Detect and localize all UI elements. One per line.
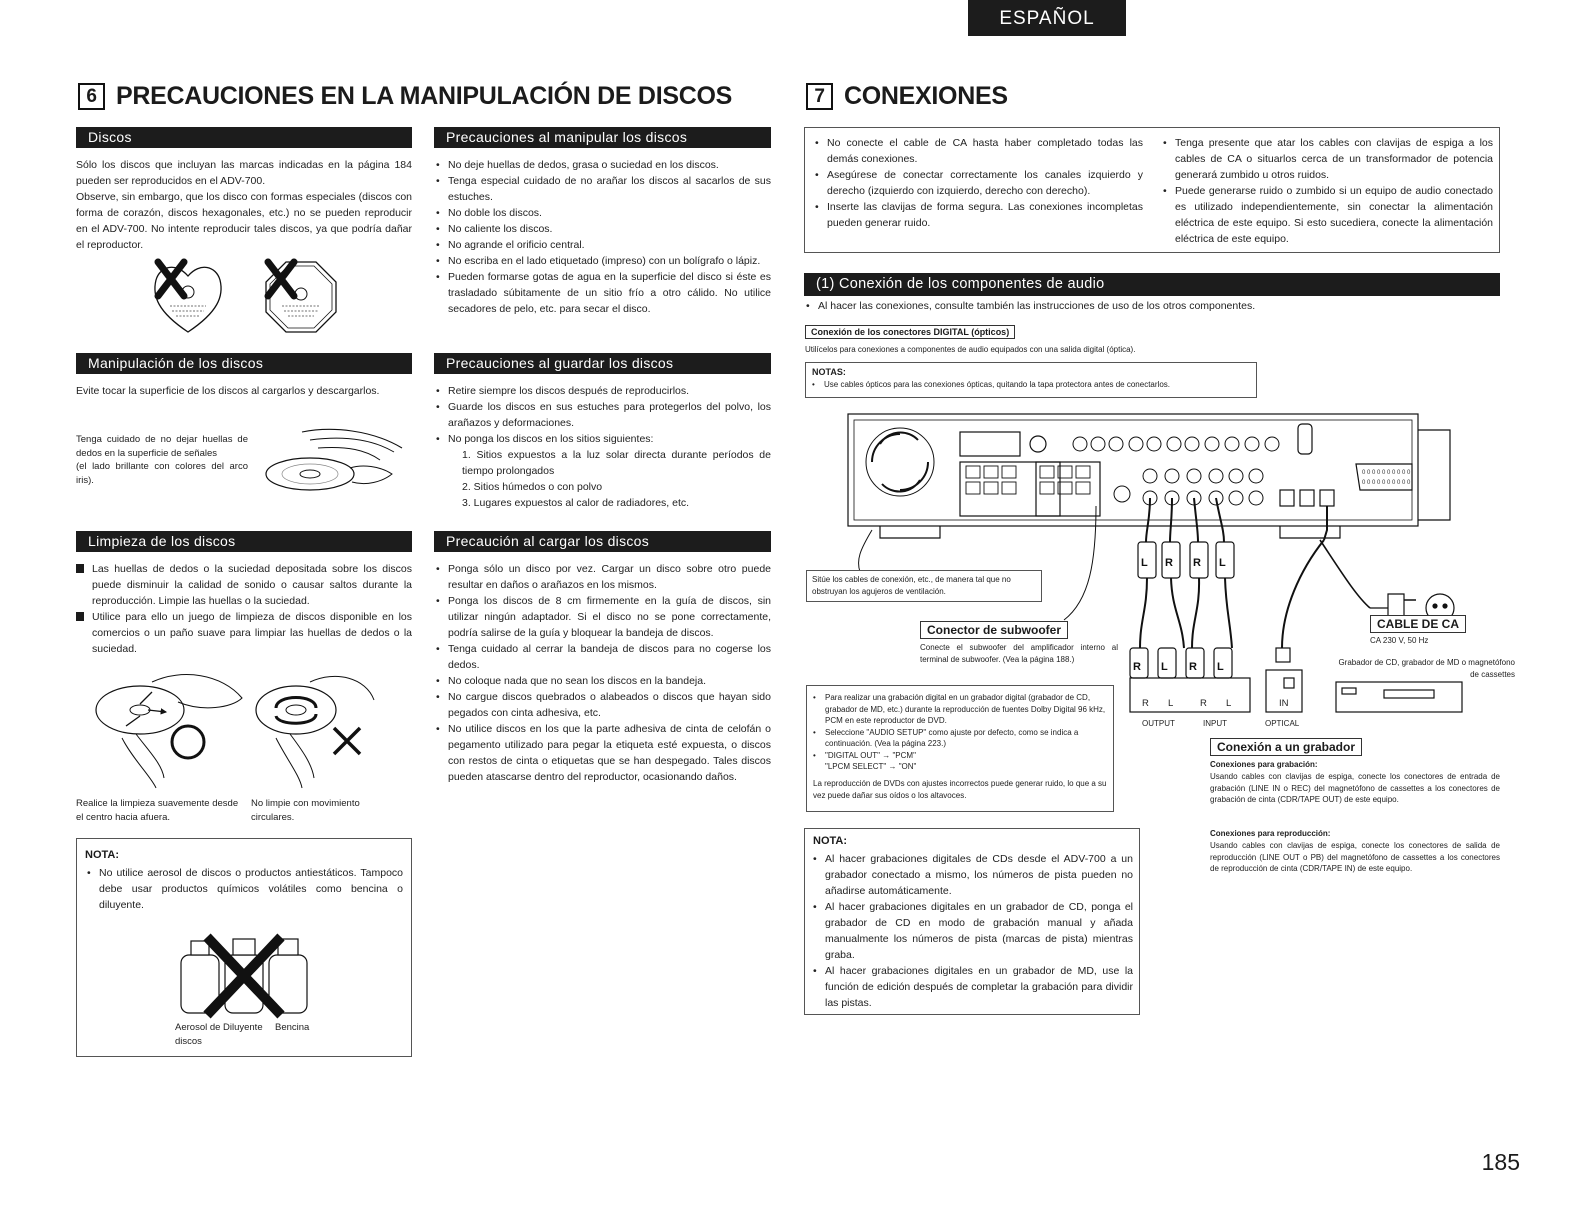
section7-nota-item: • Al hacer grabaciones digitales en un grabador de CD, ponga el grabador de CD en modo de grabación manual y añada manualmente los números de pista (marcas de pista) mientras graba. xyxy=(811,899,1133,963)
hand-holding-disc-illustration xyxy=(262,424,412,498)
manipular-item: • Tenga especial cuidado de no arañar los discos al sacarlos de sus estuches. xyxy=(434,173,771,205)
cleaning-ng-caption: No limpie con movimiento circulares. xyxy=(251,798,360,823)
manipulacion-caption: Tenga cuidado de no dejar huellas de dedos en la superficie de señales (el lado brillante con colores del arco iris). xyxy=(76,434,248,486)
section7-nota-item: • Al hacer grabaciones digitales en un grabador de MD, use la función de edición después de completar la grabación para dividir las pistas. xyxy=(811,963,1133,1011)
svg-text:R: R xyxy=(1193,557,1201,569)
section6-nota-item: • No utilice aerosol de discos o productos antiestáticos. Tampoco debe usar productos químicos volátiles como bencina o diluyente. xyxy=(85,865,403,913)
guardar-item: • No ponga los discos en los sitios siguientes: xyxy=(434,431,771,447)
cargar-item: • No utilice discos en los que la parte adhesiva de cinta de celofán o pegamento utilizado para pegar la etiqueta esté expuesta, o discos con restos de cinta o etiquetas que se han despegado. Tales discos pueden atascarse dentro del reproductor, ocasionando daños. xyxy=(434,721,771,785)
guardar-heading: Precauciones al guardar los discos xyxy=(434,353,771,374)
digital-note-item: • Para realizar una grabación digital en un grabador digital (grabador de CD, grabador de MD, etc.) durante la reproducción de fuentes Dolby Digital 96 kHz, PCM en este reproductor de DVD. xyxy=(811,692,1109,727)
notas-heading: NOTAS: xyxy=(812,367,846,377)
cargar-item: • Ponga sólo un disco por vez. Cargar un disco sobre otro puede resultar en daños o arañazos en los mismos. xyxy=(434,561,771,593)
svg-text:L: L xyxy=(1141,557,1148,569)
section7-nota-item: • Al hacer grabaciones digitales de CDs desde el ADV-700 a un grabador conectado a mismo, los números de pista pueden no añadirse automáticamente. xyxy=(811,851,1133,899)
digital-text: Utilícelos para conexiones a componentes de audio equipados con una salida digital (óptica). xyxy=(805,345,1136,354)
section6-title xyxy=(78,82,732,111)
heart-disc-icon xyxy=(155,262,221,332)
digital-note-item: • Seleccione "AUDIO SETUP" como ajuste por defecto, como se indica a continuación. (Vea la página 223.) xyxy=(811,727,1109,750)
language-tab: ESPAÑOL xyxy=(968,0,1126,36)
grabador-rec-text: Usando cables con clavijas de espiga, conecte los conectores de entrada de grabación (LINE IN o REC) del magnetófono de cassettes a los conectores de grabación de cinta (CDR/TAPE OUT) de este equipo. xyxy=(1210,772,1500,804)
page-number: 185 xyxy=(1481,1149,1520,1175)
odd-shaped-discs-illustration xyxy=(148,256,348,338)
intro-left-item: • No conecte el cable de CA hasta haber completado todas las demás conexiones. xyxy=(813,135,1143,167)
cargar-item: • Ponga los discos de 8 cm firmemente en la guía de discos, sin utilizar ningún adaptador. Si el disco no se pone correctamente, podría salirse de la guía y bloquear la bandeja de discos. xyxy=(434,593,771,641)
conexiones-intro-box xyxy=(804,127,1500,253)
section6-title-text: PRECAUCIONES EN LA MANIPULACIÓN DE DISCOS xyxy=(116,82,732,110)
manipular-item: • No caliente los discos. xyxy=(434,221,771,237)
grabador-play-text: Usando cables con clavijas de espiga, conecte los conectores de salida de reproducción (LINE OUT o PB) del magnetófono de cassettes a los conectores de reproducción de cinta (CDR/TAPE IN) de este equipo. xyxy=(1210,841,1500,873)
digital-note-box xyxy=(806,685,1114,812)
subwoofer-label: Conector de subwoofer xyxy=(920,621,1068,639)
guardar-sub-item: 2. Sitios húmedos o con polvo xyxy=(462,481,603,493)
jack-label-in: IN xyxy=(1279,698,1289,709)
cargar-heading: Precaución al cargar los discos xyxy=(434,531,771,552)
section7-title xyxy=(806,82,1008,111)
section6-nota-heading: NOTA: xyxy=(85,849,120,861)
section7-number: 7 xyxy=(806,83,833,110)
guardar-item: • Retire siempre los discos después de reproducirlos. xyxy=(434,383,771,399)
svg-text:0 0 0 0 0 0 0 0 0 0: 0 0 0 0 0 0 0 0 0 0 xyxy=(1362,480,1411,486)
manipular-item: • No deje huellas de dedos, grasa o suciedad en los discos. xyxy=(434,157,771,173)
discos-heading: Discos xyxy=(76,127,412,148)
bottle-label-aerosol: Aerosol de discos xyxy=(175,1022,221,1047)
svg-text:R: R xyxy=(1189,661,1197,673)
svg-text:L: L xyxy=(1219,557,1226,569)
cleaning-ok-illustration xyxy=(96,675,242,788)
digital-note-item: • "DIGITAL OUT" → "PCM" "LPCM SELECT" → "ON" xyxy=(811,750,1109,773)
bottle-label-bencina: Bencina xyxy=(275,1022,310,1033)
subwoofer-text: Conecte el subwoofer del amplificador interno al terminal de subwoofer. (Vea la página 188.) xyxy=(920,643,1118,664)
section7-title-text: CONEXIONES xyxy=(844,82,1008,110)
intro-right-item: • Tenga presente que atar los cables con clavijas de espiga a los cables de CA o situarlos cerca de un transformador de potencia generará zumbido u otros ruidos. xyxy=(1161,135,1493,183)
manipular-heading: Precauciones al manipular los discos xyxy=(434,127,771,148)
manipulacion-heading: Manipulación de los discos xyxy=(76,353,412,374)
cargar-item: • Tenga cuidado al cerrar la bandeja de discos para no cogerse los dedos. xyxy=(434,641,771,673)
ac-cable-spec: CA 230 V, 50 Hz xyxy=(1370,636,1429,645)
intro-left-item: • Asegúrese de conectar correctamente los canales izquierdo y derecho (izquierdo con izquierdo, derecho con derecho). xyxy=(813,167,1143,199)
octagon-disc-icon xyxy=(266,262,336,332)
manipular-item: • Pueden formarse gotas de agua en la superficie del disco si éste es trasladado súbitamente de un sitio frío a otro cálido. No utilice secadores de pelo, etc. para secar el disco. xyxy=(434,269,771,317)
cleaning-illustration xyxy=(92,668,372,790)
jack-label-optical: OPTICAL xyxy=(1265,719,1300,728)
bottles-illustration xyxy=(177,931,317,1017)
digital-note-tail: La reproducción de DVDs con ajustes incorrectos puede generar ruido, lo que a su vez puede dañar sus oídos o los altavoces. xyxy=(813,779,1107,800)
manipulacion-text: Evite tocar la superficie de los discos al cargarlos y descargarlos. xyxy=(76,385,380,397)
vent-note: Sitúe los cables de conexión, etc., de manera tal que no obstruyan los agujeros de ventilación. xyxy=(806,570,1042,602)
grabador-label: Conexión a un grabador xyxy=(1210,738,1362,756)
limpieza-item: Utilice para ello un juego de limpieza de discos disponible en los comercios o un paño suave para limpiar las huellas de dedos o la suciedad. xyxy=(76,609,412,657)
manipular-item: • No doble los discos. xyxy=(434,205,771,221)
jack-label-l1: L xyxy=(1168,698,1174,709)
manipular-item: • No escriba en el lado etiquetado (impreso) con un bolígrafo o lápiz. xyxy=(434,253,771,269)
audio-heading: (1) Conexión de los componentes de audio xyxy=(804,273,1500,296)
svg-text:R: R xyxy=(1165,557,1173,569)
svg-text:L: L xyxy=(1161,661,1168,673)
section6-number: 6 xyxy=(78,83,105,110)
discos-text: Sólo los discos que incluyan las marcas indicadas en la página 184 pueden ser reproducidos en el ADV-700. Observe, sin embargo, que los disco con formas especiales (discos con forma de corazón, discos hexagonales, etc.) no se pueden reproducir en el ADV-700. No intente reproducir tales discos, ya que podría dañar el reproductor. xyxy=(76,159,412,251)
jack-label-r1: R xyxy=(1142,698,1149,709)
grabador-play-heading: Conexiones para reproducción: xyxy=(1210,829,1331,838)
audio-text: • Al hacer las conexiones, consulte también las instrucciones de uso de los otros componentes. xyxy=(804,298,1500,314)
notas-box xyxy=(805,362,1257,398)
section6-nota-box xyxy=(76,838,412,1057)
cleaning-ng-illustration xyxy=(256,676,374,788)
intro-right-item: • Puede generarse ruido o zumbido si un equipo de audio conectado es utilizado independientemente, sin conectar la alimentación eléctrica de este equipo. Si esto sucediera, conecte la alimentación eléctrica de este equipo. xyxy=(1161,183,1493,247)
jack-label-input: INPUT xyxy=(1203,719,1227,728)
digital-label: Conexión de los conectores DIGITAL (ópticos) xyxy=(805,325,1015,339)
jack-label-r2: R xyxy=(1200,698,1207,709)
ac-cable-label: CABLE DE CA xyxy=(1370,615,1466,633)
guardar-sub-item: 3. Lugares expuestos al calor de radiadores, etc. xyxy=(462,497,690,509)
section7-nota-box xyxy=(804,828,1140,1015)
svg-text:0 0 0 0 0 0 0 0 0 0: 0 0 0 0 0 0 0 0 0 0 xyxy=(1362,470,1411,476)
limpieza-heading: Limpieza de los discos xyxy=(76,531,412,552)
bottle-label-diluyente: Diluyente xyxy=(223,1022,263,1033)
cleaning-ok-caption: Realice la limpieza suavemente desde el centro hacia afuera. xyxy=(76,798,239,823)
notas-text: • Use cables ópticos para las conexiones ópticas, quitando la tapa protectora antes de conectarlos. xyxy=(810,379,1250,391)
guardar-item: • Guarde los discos en sus estuches para protegerlos del polvo, los arañazos y deformaciones. xyxy=(434,399,771,431)
svg-text:R: R xyxy=(1133,661,1141,673)
jack-label-l2: L xyxy=(1226,698,1232,709)
intro-left-item: • Inserte las clavijas de forma segura. Las conexiones incompletas pueden generar ruido. xyxy=(813,199,1143,231)
cargar-item: • No coloque nada que no sean los discos en la bandeja. xyxy=(434,673,771,689)
manipular-item: • No agrande el orificio central. xyxy=(434,237,771,253)
grabador-rec-heading: Conexiones para grabación: xyxy=(1210,760,1318,769)
limpieza-item: Las huellas de dedos o la suciedad depositada sobre los discos puede disminuir la calidad de sonido o causar saltos durante la reproducción. Limpie las huellas o la suciedad. xyxy=(76,561,412,609)
cargar-item: • No cargue discos quebrados o alabeados o discos que hayan sido pegados con cinta adhesiva, etc. xyxy=(434,689,771,721)
svg-text:L: L xyxy=(1217,661,1224,673)
jack-label-output: OUTPUT xyxy=(1142,719,1175,728)
guardar-sub-item: 1. Sitios expuestos a la luz solar directa durante períodos de tiempo prolongados xyxy=(462,449,771,477)
recorder-caption: Grabador de CD, grabador de MD o magnetófono de cassettes xyxy=(1338,658,1515,679)
section7-nota-heading: NOTA: xyxy=(813,835,848,847)
